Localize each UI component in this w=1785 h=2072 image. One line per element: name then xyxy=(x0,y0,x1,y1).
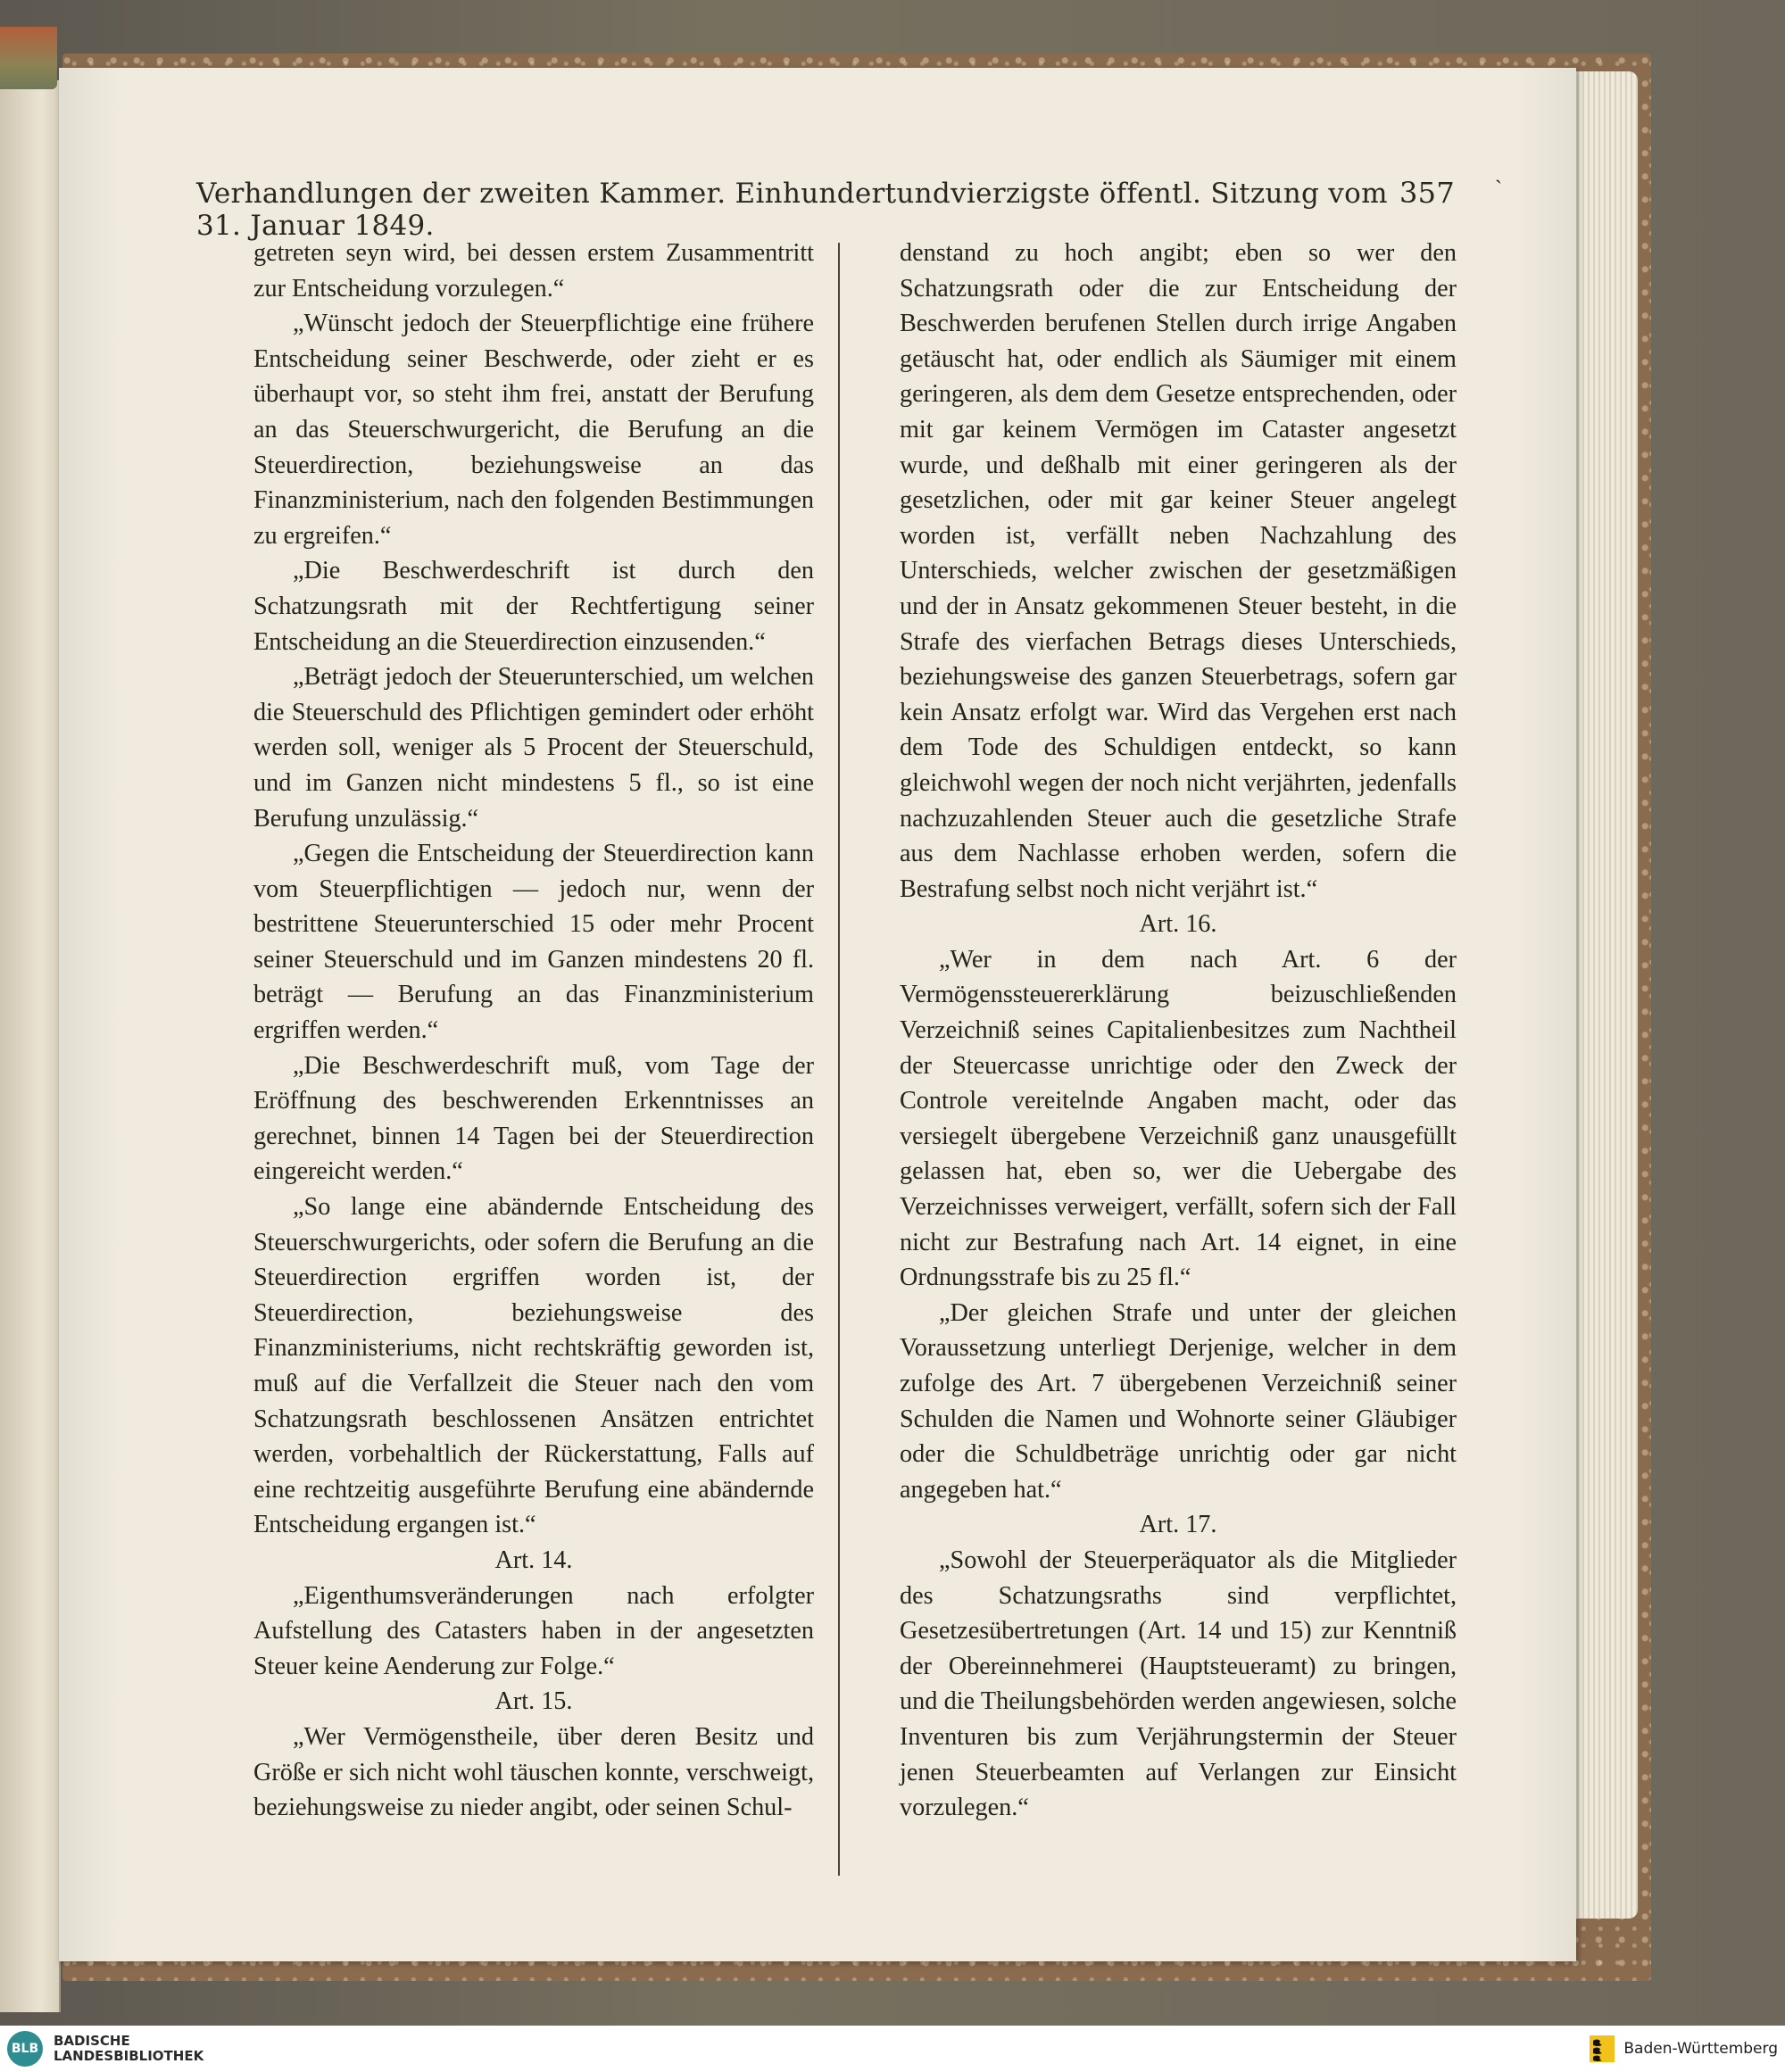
left-column xyxy=(253,236,814,1826)
paragraph: „Gegen die Entscheidung der Steuerdirection kann vom Steuerpflichtigen — jedoch nur, wenn der bestrittene Steuerunterschied 15 oder mehr Procent seiner Steuerschuld und im Ganzen mindestens 20 fl. beträgt — Berufung an das Finanzministerium ergriffen werden.“ xyxy=(253,840,814,1045)
book-spine xyxy=(0,27,57,89)
paragraph: denstand zu hoch angibt; eben so wer den Schatzungsrath oder die zur Entscheidung der Beschwerden berufenen Stellen durch irrige Angaben getäuscht hat, oder endlich als Säumiger mit einem geringeren, als dem dem Gesetze entsprechenden, oder mit gar keinem Vermögen im Cataster angesetzt wurde, und deßhalb mit einer geringeren als der gesetzlichen, oder mit gar keiner Steuer angelegt worden ist, verfällt neben Nachzahlung des Unterschieds, welcher zwischen der gesetzmäßigen und der in Ansatz gekommenen Steuer besteht, in die Strafe des vierfachen Betrags dieses Unterschieds, beziehungsweise des ganzen Steuerbetrags, sofern gar kein Ansatz erfolgt war. Wird das Vergehen erst nach dem Tode des Schuldigen entdeckt, so kann gleichwohl wegen der noch nicht verjährten, jedenfalls nachzuzahlenden Steuer auch die gesetzliche Strafe aus dem Nachlasse erhoben werden, sofern die Bestrafung selbst noch nicht verjährt ist.“ xyxy=(900,239,1457,903)
library-name-line2: LANDESBIBLIOTHEK xyxy=(54,2048,204,2064)
previous-page-edge xyxy=(0,80,61,2012)
paragraph: „Die Beschwerdeschrift ist durch den Schatzungsrath mit der Rechtfertigung seiner Entscheidung an die Steuerdirection einzusenden.“ xyxy=(253,557,814,656)
library-name-line1: BADISCHE xyxy=(54,2033,130,2049)
column-divider xyxy=(838,243,840,1876)
state-branding[interactable] xyxy=(1588,2034,1778,2064)
paragraph: „Eigenthumsveränderungen nach erfolgter Aufstellung des Catasters haben in der angesetzten Steuer keine Aenderung zur Folge.“ xyxy=(253,1581,814,1680)
article-heading: Art. 14. xyxy=(494,1546,573,1574)
baden-wuerttemberg-lions-icon xyxy=(1588,2034,1616,2064)
running-header xyxy=(196,176,1455,242)
article-heading: Art. 16. xyxy=(1139,910,1217,939)
page-number: 357 xyxy=(1399,176,1455,210)
state-name: Baden-Württemberg xyxy=(1623,2040,1778,2058)
paragraph: „Beträgt jedoch der Steuerunterschied, um welchen die Steuerschuld des Pflichtigen gemindert oder erhöht werden soll, weniger als 5 Procent der Steuerschuld, und im Ganzen nicht mindestens 5 fl., so ist eine Berufung unzulässig.“ xyxy=(253,663,814,833)
paragraph: „So lange eine abändernde Entscheidung des Steuerschwurgerichts, oder sofern die Berufung an die Steuerdirection ergriffen worden ist, der Steuerdirection, beziehungsweise des Finanzministeriums, nicht rechtskräftig geworden ist, muß auf die Verfallzeit die Steuer nach den vom Schatzungsrath beschlossenen Ansätzen entrichtet werden, vorbehaltlich der Rückerstattung, Falls auf eine rechtzeitig ausgeführte Berufung eine abändernde Entscheidung ergangen ist.“ xyxy=(253,1193,814,1539)
paragraph: „Wer Vermögenstheile, über deren Besitz und Größe er sich nicht wohl täuschen konnte, verschweigt, beziehungsweise zu nieder angibt, oder seinen Schul- xyxy=(253,1722,814,1822)
running-title: Verhandlungen der zweiten Kammer. Einhundertundvierzigste öffentl. Sitzung vom 31. Januar 1849. xyxy=(196,178,1388,242)
article-heading: Art. 17. xyxy=(1139,1511,1217,1539)
paragraph: getreten seyn wird, bei dessen erstem Zusammentritt zur Entscheidung vorzulegen.“ xyxy=(253,239,814,303)
paragraph: „Wer in dem nach Art. 6 der Vermögenssteuererklärung beizuschließenden Verzeichniß seines Capitalienbesitzes zum Nachtheil der Steuercasse unrichtige oder den Zweck der Controle vereitelnde Angaben macht, oder das versiegelt übergebene Verzeichniß ganz unausgefüllt gelassen hat, eben so, wer die Uebergabe des Verzeichnisses verweigert, verfällt, sofern sich der Fall nicht zur Bestrafung nach Art. 14 eignet, in eine Ordnungsstrafe bis zu 25 fl.“ xyxy=(900,945,1457,1292)
library-branding[interactable] xyxy=(7,2031,203,2067)
paragraph: „Der gleichen Strafe und unter der gleichen Voraussetzung unterliegt Derjenige, welcher in dem zufolge des Art. 7 übergebenen Verzeichniß seiner Schulden die Namen und Wohnorte seiner Gläubiger oder die Schuldbeträge unrichtig oder gar nicht angegeben hat.“ xyxy=(900,1298,1457,1504)
footer-bar xyxy=(0,2026,1785,2072)
printer-mark: ˴ xyxy=(1495,166,1502,191)
article-heading: Art. 15. xyxy=(494,1687,573,1716)
paragraph: „Die Beschwerdeschrift muß, vom Tage der Eröffnung des beschwerenden Erkenntnisses an gerechnet, binnen 14 Tagen bei der Steuerdirection eingereicht werden.“ xyxy=(253,1051,814,1186)
paragraph: „Sowohl der Steuerperäquator als die Mitglieder des Schatzungsraths sind verpflichtet, Gesetzesübertretungen (Art. 14 und 15) zur Kenntniß der Obereinnehmerei (Hauptsteueramt) zu bringen, und die Theilungsbehörden werden angewiesen, solche Inventuren bis zum Verjährungstermin der Steuer jenen Steuerbeamten auf Verlangen zur Einsicht vorzulegen.“ xyxy=(900,1546,1457,1822)
library-name xyxy=(54,2034,203,2064)
blb-logo-icon: BLB xyxy=(7,2031,43,2067)
paragraph: „Wünscht jedoch der Steuerpflichtige eine frühere Entscheidung seiner Beschwerde, oder zieht er es überhaupt vor, so steht ihm frei, anstatt der Berufung an das Steuerschwurgericht, die Berufung an die Steuerdirection, beziehungsweise an das Finanzministerium, nach den folgenden Bestimmungen zu ergreifen.“ xyxy=(253,310,814,550)
right-column xyxy=(900,236,1457,1826)
